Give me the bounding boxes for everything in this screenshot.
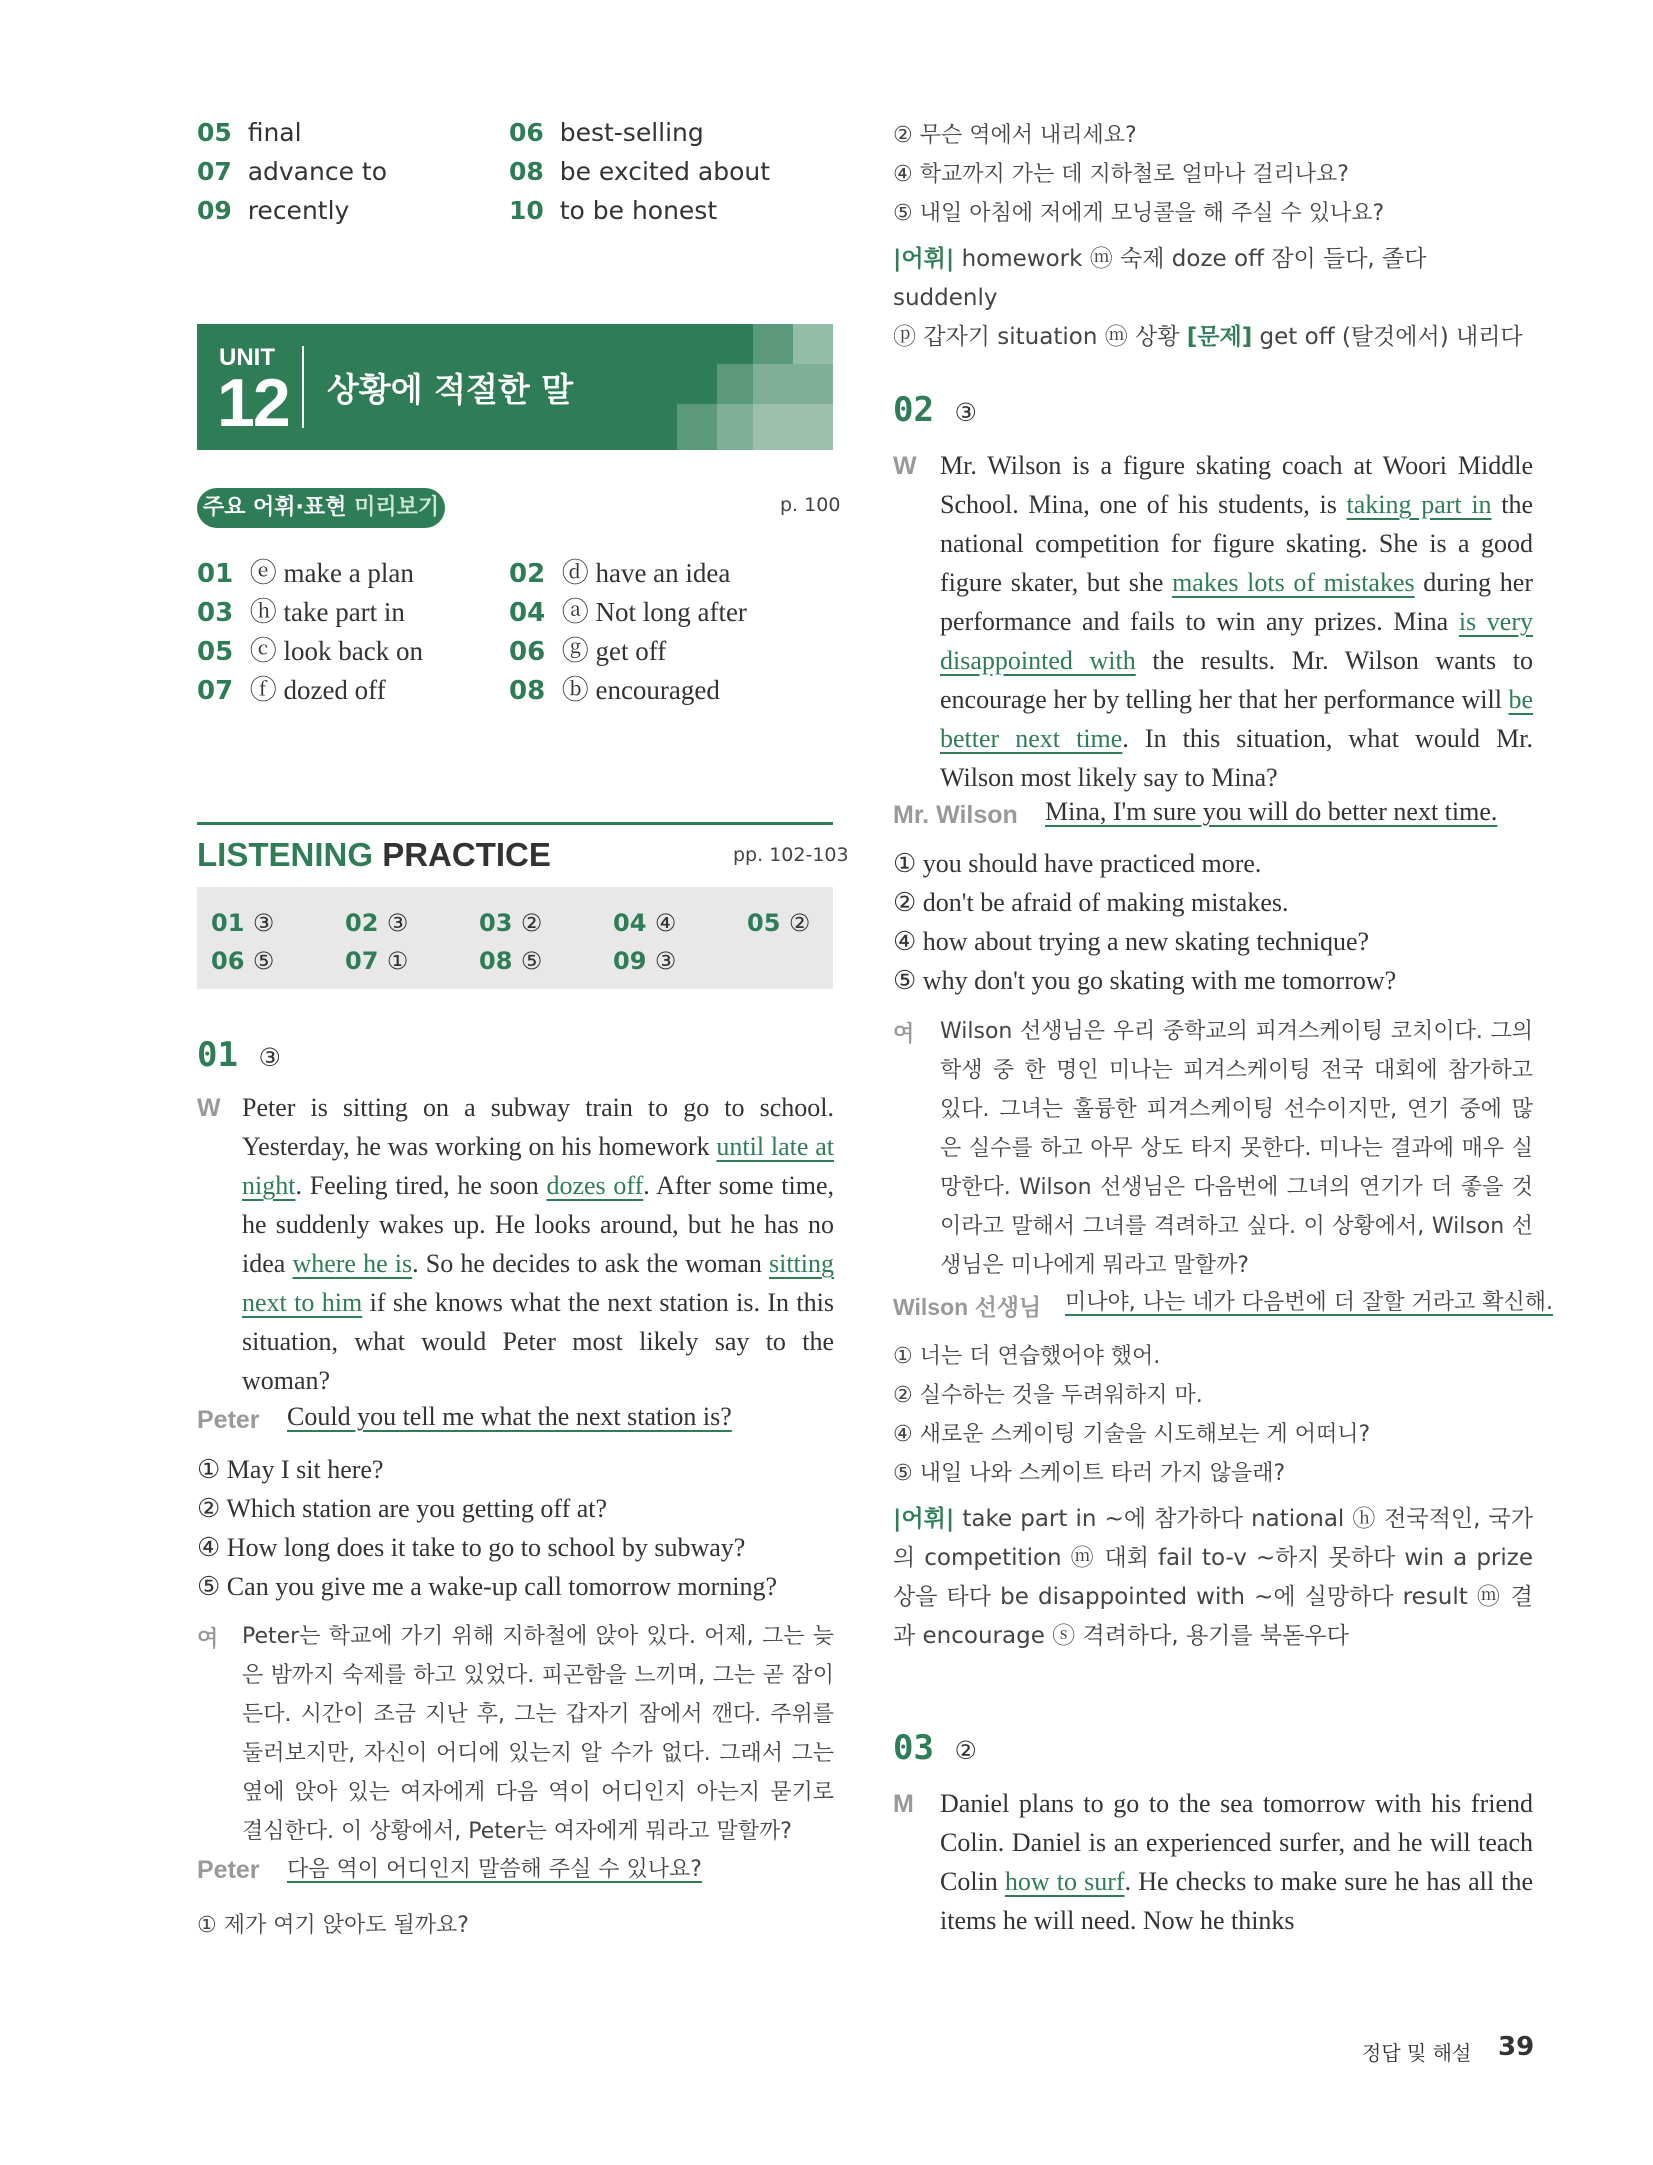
translation-option: ⑤ 내일 아침에 저에게 모닝콜을 해 주실 수 있나요? [893,201,1385,226]
answer-text: be excited about [559,157,771,186]
speaker-label: 여 [893,1021,915,1046]
question-heading: 02 ③ [893,390,977,430]
option-item: ② don't be afraid of making mistakes. [893,888,1289,917]
option-item: ② Which station are you getting off at? [197,1494,608,1523]
answer-text: final [247,118,302,147]
option-item: ⑤ Can you give me a wake-up call tomorrow morning? [197,1572,777,1601]
answer-number: 09 [197,196,232,225]
preview-page-ref: p. 100 [780,494,841,516]
lp-answer: 01 ③ [211,909,275,937]
translation-option: ① 제가 여기 앉아도 될까요? [197,1913,469,1938]
section-title-b: PRACTICE [382,836,551,873]
speaker-label: Peter [197,1406,260,1434]
answer-text: best-selling [559,118,704,147]
answer-item [197,551,414,590]
speaker-label: W [197,1094,221,1122]
translation-paragraph: Wilson 선생님은 우리 중학교의 피겨스케이팅 코치이다. 그의 학생 중 한 명인 미나는 피겨스케이팅 전국 대회에 참가하고 있다. 그녀는 훌륭한 피겨스케이팅 선수이지만, 연기 중에 많은 실수를 하고 아무 상도 타지 못한다. 미나는 결과에 매우 실망한다. Wilson 선생님은 다음번에 그녀의 연기가 더 좋을 것이라고 말해서 그녀를 격려하고 싶다. 이 상황에서, Wilson 선생님은 미나에게 뭐라고 말할까? [940,1019,1533,1278]
option-item: ① you should have practiced more. [893,849,1262,878]
listening-page-ref: pp. 102-103 [733,844,849,866]
answer-number: 05 [197,118,232,147]
footer-label: 정답 및 해설 [1362,2041,1472,2065]
translation-option: ④ 학교까지 가는 데 지하철로 얼마나 걸리나요? [893,162,1349,187]
lp-answer: 03 ② [479,909,543,937]
unit-label: UNIT [219,344,275,371]
speaker-label: M [893,1790,914,1818]
section-title [197,836,551,874]
option-item: ① May I sit here? [197,1455,384,1484]
vocab-note: |어휘| take part in ~에 참가하다 national ⓗ 전국적인, 국가의 competition ⓜ 대회 fail to-v ~하지 못하다 win a prize 상을 타다 be disappointed with ~에 실망하다 result ⓜ 결과 encourage ⓢ 격려하다, 용기를 북돋우다 [893,1506,1533,1649]
preview-label [197,488,445,528]
answer-reply: Mina, I'm sure you will do better next time. [1045,797,1498,826]
answer-number: 01 [197,559,234,589]
preview-label-a: 주요 어휘·표현 [202,495,347,520]
answer-text: ⓓ have an idea [561,558,731,588]
vocab-answer-grid [197,551,833,711]
answer-item [509,551,730,590]
preview-label-b: 미리보기 [354,495,440,520]
unit-divider [302,346,304,428]
answer-item [509,629,666,668]
answer-item [509,118,704,147]
answer-item [509,157,770,186]
script-paragraph: Daniel plans to go to the sea tomorrow with his friend Colin. Daniel is an experienced surfer, and he will teach Colin how to surf. He checks to make sure he has all the items he will need. Now he thinks [940,1789,1533,1935]
answer-item [509,590,747,629]
answer-number: 02 [509,559,546,589]
answer-item [197,629,423,668]
answer-item [509,196,717,225]
answer-item [509,668,720,707]
option-item: ④ How long does it take to go to school by subway? [197,1533,746,1562]
answer-item [197,196,349,225]
top-answer-grid [197,118,833,228]
answer-number: 07 [197,676,234,706]
answer-number: 08 [509,157,544,186]
speaker-label: Mr. Wilson [893,801,1018,829]
translation-option: ② 무슨 역에서 내리세요? [893,123,1137,148]
answer-number: 10 [509,196,544,225]
answer-number: 03 [197,598,234,628]
answer-text: advance to [247,157,388,186]
script-paragraph: Peter is sitting on a subway train to go to school. Yesterday, he was working on his homework until late at night. Feeling tired, he soon dozes off. After some time, he suddenly wakes up. He looks around, but he has no idea where he is. So he decides to ask the woman sitting next to him if she knows what the next station is. In this situation, what would Peter most likely say to the woman? [242,1093,835,1395]
answer-text: ⓗ take part in [249,597,405,627]
unit-title: 상황에 적절한 말 [327,370,574,409]
unit-banner [197,324,833,450]
answer-text: ⓕ dozed off [249,675,386,705]
lp-answer: 08 ⑤ [479,947,543,975]
answer-text: ⓒ look back on [249,636,423,666]
lp-answer: 07 ① [345,947,409,975]
answer-text: ⓑ encouraged [561,675,720,705]
translation-option: ② 실수하는 것을 두려워하지 마. [893,1383,1203,1408]
section-divider [197,822,833,825]
answer-item [197,157,387,186]
lp-answer: 04 ④ [613,909,677,937]
answer-number: 05 [197,637,234,667]
speaker-label: Wilson 선생님 [893,1294,1042,1320]
answer-item [197,668,386,707]
listening-answer-box [197,887,833,989]
answer-text: to be honest [559,196,718,225]
option-item: ⑤ why don't you go skating with me tomorrow? [893,966,1397,995]
speaker-label: Peter [197,1856,260,1884]
answer-number: 04 [509,598,546,628]
answer-number: 06 [509,637,546,667]
translation-paragraph: Peter는 학교에 가기 위해 지하철에 앉아 있다. 어제, 그는 늦은 밤까지 숙제를 하고 있었다. 피곤함을 느끼며, 그는 곧 잠이 든다. 시간이 조금 지난 후, 그는 갑자기 잠에서 깬다. 주위를 둘러보지만, 자신이 어디에 있는지 알 수가 없다. 그래서 그는 옆에 앉아 있는 여자에게 다음 역이 어디인지 아는지 묻기로 결심한다. 이 상황에서, Peter는 여자에게 뭐라고 말할까? [242,1624,834,1844]
translation-reply: 미나야, 나는 네가 다음번에 더 잘할 거라고 확신해. [1065,1290,1553,1315]
answer-number: 07 [197,157,232,186]
page-number: 39 [1498,2032,1535,2062]
question-heading: 03 ② [893,1728,977,1768]
question-heading: 01 ③ [197,1035,281,1075]
answer-item [197,590,405,629]
answer-text: ⓔ make a plan [249,558,414,588]
script-paragraph: Mr. Wilson is a figure skating coach at Woori Middle School. Mina, one of his students, is taking part in the national competition for figure skating. She is a good figure skater, but she makes lots of mistakes during her performance and fails to win any prizes. Mina is very disappointed with the results. Mr. Wilson wants to encourage her by telling her that her performance will be better next time. In this situation, what would Mr. Wilson most likely say to Mina? [940,451,1534,792]
vocab-note: |어휘| homework ⓜ 숙제 doze off 잠이 들다, 졸다 suddenly ⓟ 갑자기 situation ⓜ 상황 [문제] get off (탈것에서) 내리다 [893,246,1523,350]
answer-item [197,118,302,147]
speaker-label: W [893,452,917,480]
lp-answer: 05 ② [747,909,811,937]
lp-answer: 06 ⑤ [211,947,275,975]
translation-option: ⑤ 내일 나와 스케이트 타러 가지 않을래? [893,1461,1286,1486]
answer-text: ⓐ Not long after [561,597,747,627]
lp-answer: 02 ③ [345,909,409,937]
unit-number: 12 [217,365,289,441]
translation-reply: 다음 역이 어디인지 말씀해 주실 수 있나요? [287,1857,702,1882]
answer-number: 06 [509,118,544,147]
lp-answer: 09 ③ [613,947,677,975]
option-item: ④ how about trying a new skating technique? [893,927,1370,956]
answer-text: ⓖ get off [561,636,667,666]
answer-text: recently [247,196,350,225]
section-title-a: LISTENING [197,836,374,873]
answer-reply: Could you tell me what the next station is? [287,1402,732,1431]
speaker-label: 여 [197,1626,219,1651]
translation-option: ④ 새로운 스케이팅 기술을 시도해보는 게 어떠니? [893,1422,1371,1447]
translation-option: ① 너는 더 연습했어야 했어. [893,1344,1161,1369]
answer-number: 08 [509,676,546,706]
